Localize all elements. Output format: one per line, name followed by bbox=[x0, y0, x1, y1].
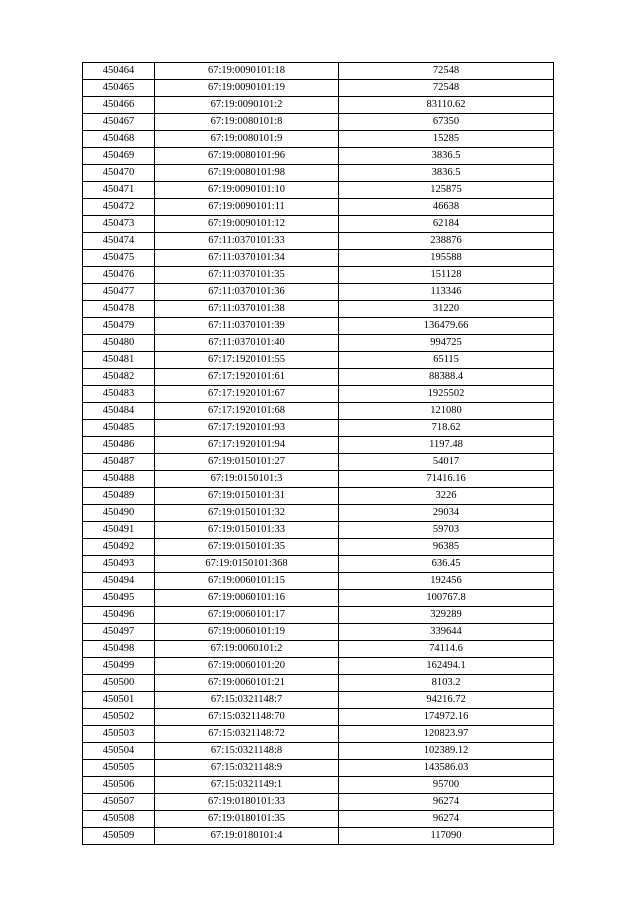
table-row bbox=[83, 522, 554, 539]
table-row bbox=[83, 114, 554, 131]
value-cell: 54017 bbox=[339, 454, 554, 471]
value-cell: 120823.97 bbox=[339, 726, 554, 743]
cadastral-number-cell: 67:15:0321148:9 bbox=[155, 760, 339, 777]
table-row bbox=[83, 63, 554, 80]
cadastral-number-cell: 67:17:1920101:94 bbox=[155, 437, 339, 454]
row-id-cell: 450484 bbox=[83, 403, 155, 420]
cadastral-number-cell: 67:19:0150101:31 bbox=[155, 488, 339, 505]
table-body bbox=[83, 63, 554, 845]
cadastral-number-cell: 67:19:0080101:96 bbox=[155, 148, 339, 165]
value-cell: 15285 bbox=[339, 131, 554, 148]
table-row bbox=[83, 284, 554, 301]
table-row bbox=[83, 233, 554, 250]
value-cell: 94216.72 bbox=[339, 692, 554, 709]
cadastral-number-cell: 67:19:0080101:8 bbox=[155, 114, 339, 131]
value-cell: 162494.1 bbox=[339, 658, 554, 675]
row-id-cell: 450504 bbox=[83, 743, 155, 760]
table-row bbox=[83, 777, 554, 794]
row-id-cell: 450469 bbox=[83, 148, 155, 165]
value-cell: 29034 bbox=[339, 505, 554, 522]
cadastral-number-cell: 67:19:0060101:20 bbox=[155, 658, 339, 675]
row-id-cell: 450478 bbox=[83, 301, 155, 318]
cadastral-number-cell: 67:19:0180101:4 bbox=[155, 828, 339, 845]
value-cell: 46638 bbox=[339, 199, 554, 216]
value-cell: 65115 bbox=[339, 352, 554, 369]
table-row bbox=[83, 811, 554, 828]
row-id-cell: 450508 bbox=[83, 811, 155, 828]
table-row bbox=[83, 369, 554, 386]
value-cell: 96274 bbox=[339, 811, 554, 828]
value-cell: 67350 bbox=[339, 114, 554, 131]
table-row bbox=[83, 573, 554, 590]
table-row bbox=[83, 250, 554, 267]
cadastral-number-cell: 67:19:0080101:98 bbox=[155, 165, 339, 182]
row-id-cell: 450482 bbox=[83, 369, 155, 386]
cadastral-number-cell: 67:19:0150101:368 bbox=[155, 556, 339, 573]
row-id-cell: 450475 bbox=[83, 250, 155, 267]
row-id-cell: 450487 bbox=[83, 454, 155, 471]
cadastral-number-cell: 67:19:0090101:10 bbox=[155, 182, 339, 199]
value-cell: 1925502 bbox=[339, 386, 554, 403]
cadastral-number-cell: 67:11:0370101:34 bbox=[155, 250, 339, 267]
value-cell: 72548 bbox=[339, 63, 554, 80]
row-id-cell: 450493 bbox=[83, 556, 155, 573]
cadastral-number-cell: 67:19:0090101:11 bbox=[155, 199, 339, 216]
table-row bbox=[83, 505, 554, 522]
table-row bbox=[83, 182, 554, 199]
value-cell: 1197.48 bbox=[339, 437, 554, 454]
value-cell: 96274 bbox=[339, 794, 554, 811]
cadastral-number-cell: 67:19:0060101:17 bbox=[155, 607, 339, 624]
cadastral-number-cell: 67:19:0060101:21 bbox=[155, 675, 339, 692]
table-row bbox=[83, 556, 554, 573]
cadastral-number-cell: 67:19:0150101:32 bbox=[155, 505, 339, 522]
cadastral-number-cell: 67:11:0370101:40 bbox=[155, 335, 339, 352]
value-cell: 71416.16 bbox=[339, 471, 554, 488]
value-cell: 113346 bbox=[339, 284, 554, 301]
cadastral-number-cell: 67:19:0090101:19 bbox=[155, 80, 339, 97]
table-row bbox=[83, 692, 554, 709]
row-id-cell: 450492 bbox=[83, 539, 155, 556]
value-cell: 31220 bbox=[339, 301, 554, 318]
value-cell: 96385 bbox=[339, 539, 554, 556]
row-id-cell: 450470 bbox=[83, 165, 155, 182]
cadastral-number-cell: 67:19:0060101:2 bbox=[155, 641, 339, 658]
table-row bbox=[83, 539, 554, 556]
table-row bbox=[83, 760, 554, 777]
value-cell: 151128 bbox=[339, 267, 554, 284]
cadastral-number-cell: 67:17:1920101:93 bbox=[155, 420, 339, 437]
value-cell: 994725 bbox=[339, 335, 554, 352]
cadastral-number-cell: 67:15:0321148:8 bbox=[155, 743, 339, 760]
table-row bbox=[83, 131, 554, 148]
value-cell: 136479.66 bbox=[339, 318, 554, 335]
table-row bbox=[83, 148, 554, 165]
value-cell: 88388.4 bbox=[339, 369, 554, 386]
cadastral-number-cell: 67:19:0090101:12 bbox=[155, 216, 339, 233]
cadastral-number-cell: 67:19:0180101:35 bbox=[155, 811, 339, 828]
table-row bbox=[83, 386, 554, 403]
row-id-cell: 450483 bbox=[83, 386, 155, 403]
row-id-cell: 450486 bbox=[83, 437, 155, 454]
value-cell: 329289 bbox=[339, 607, 554, 624]
row-id-cell: 450476 bbox=[83, 267, 155, 284]
row-id-cell: 450490 bbox=[83, 505, 155, 522]
value-cell: 95700 bbox=[339, 777, 554, 794]
value-cell: 83110.62 bbox=[339, 97, 554, 114]
value-cell: 100767.8 bbox=[339, 590, 554, 607]
row-id-cell: 450485 bbox=[83, 420, 155, 437]
table-row bbox=[83, 335, 554, 352]
value-cell: 72548 bbox=[339, 80, 554, 97]
table-row bbox=[83, 199, 554, 216]
table-row bbox=[83, 624, 554, 641]
row-id-cell: 450507 bbox=[83, 794, 155, 811]
table-row bbox=[83, 454, 554, 471]
table-row bbox=[83, 590, 554, 607]
row-id-cell: 450479 bbox=[83, 318, 155, 335]
table-row bbox=[83, 80, 554, 97]
value-cell: 143586.03 bbox=[339, 760, 554, 777]
cadastral-number-cell: 67:17:1920101:68 bbox=[155, 403, 339, 420]
table-row bbox=[83, 794, 554, 811]
row-id-cell: 450497 bbox=[83, 624, 155, 641]
cadastral-number-cell: 67:11:0370101:35 bbox=[155, 267, 339, 284]
cadastral-number-cell: 67:19:0060101:19 bbox=[155, 624, 339, 641]
cadastral-number-cell: 67:19:0150101:3 bbox=[155, 471, 339, 488]
table-row bbox=[83, 216, 554, 233]
cadastral-number-cell: 67:17:1920101:55 bbox=[155, 352, 339, 369]
row-id-cell: 450502 bbox=[83, 709, 155, 726]
row-id-cell: 450499 bbox=[83, 658, 155, 675]
row-id-cell: 450471 bbox=[83, 182, 155, 199]
value-cell: 192456 bbox=[339, 573, 554, 590]
data-table bbox=[82, 62, 554, 845]
row-id-cell: 450477 bbox=[83, 284, 155, 301]
value-cell: 3836.5 bbox=[339, 148, 554, 165]
table-row bbox=[83, 420, 554, 437]
row-id-cell: 450509 bbox=[83, 828, 155, 845]
value-cell: 59703 bbox=[339, 522, 554, 539]
row-id-cell: 450466 bbox=[83, 97, 155, 114]
table-row bbox=[83, 743, 554, 760]
table-row bbox=[83, 437, 554, 454]
cadastral-number-cell: 67:19:0150101:33 bbox=[155, 522, 339, 539]
table-row bbox=[83, 471, 554, 488]
row-id-cell: 450496 bbox=[83, 607, 155, 624]
row-id-cell: 450495 bbox=[83, 590, 155, 607]
table-row bbox=[83, 709, 554, 726]
table-row bbox=[83, 828, 554, 845]
row-id-cell: 450501 bbox=[83, 692, 155, 709]
cadastral-number-cell: 67:19:0150101:27 bbox=[155, 454, 339, 471]
row-id-cell: 450474 bbox=[83, 233, 155, 250]
cadastral-number-cell: 67:19:0090101:18 bbox=[155, 63, 339, 80]
value-cell: 636.45 bbox=[339, 556, 554, 573]
cadastral-number-cell: 67:19:0080101:9 bbox=[155, 131, 339, 148]
row-id-cell: 450500 bbox=[83, 675, 155, 692]
value-cell: 3836.5 bbox=[339, 165, 554, 182]
table-row bbox=[83, 352, 554, 369]
cadastral-number-cell: 67:19:0060101:16 bbox=[155, 590, 339, 607]
row-id-cell: 450488 bbox=[83, 471, 155, 488]
row-id-cell: 450505 bbox=[83, 760, 155, 777]
cadastral-number-cell: 67:19:0090101:2 bbox=[155, 97, 339, 114]
cadastral-number-cell: 67:15:0321148:70 bbox=[155, 709, 339, 726]
table-row bbox=[83, 726, 554, 743]
value-cell: 125875 bbox=[339, 182, 554, 199]
table-row bbox=[83, 318, 554, 335]
table-row bbox=[83, 607, 554, 624]
row-id-cell: 450467 bbox=[83, 114, 155, 131]
table-row bbox=[83, 301, 554, 318]
value-cell: 62184 bbox=[339, 216, 554, 233]
value-cell: 8103.2 bbox=[339, 675, 554, 692]
cadastral-number-cell: 67:11:0370101:36 bbox=[155, 284, 339, 301]
value-cell: 339644 bbox=[339, 624, 554, 641]
value-cell: 117090 bbox=[339, 828, 554, 845]
row-id-cell: 450464 bbox=[83, 63, 155, 80]
cadastral-number-cell: 67:15:0321148:7 bbox=[155, 692, 339, 709]
row-id-cell: 450494 bbox=[83, 573, 155, 590]
row-id-cell: 450472 bbox=[83, 199, 155, 216]
table-row bbox=[83, 488, 554, 505]
row-id-cell: 450468 bbox=[83, 131, 155, 148]
cadastral-number-cell: 67:11:0370101:38 bbox=[155, 301, 339, 318]
row-id-cell: 450489 bbox=[83, 488, 155, 505]
row-id-cell: 450473 bbox=[83, 216, 155, 233]
table-row bbox=[83, 641, 554, 658]
row-id-cell: 450498 bbox=[83, 641, 155, 658]
row-id-cell: 450503 bbox=[83, 726, 155, 743]
cadastral-number-cell: 67:15:0321148:72 bbox=[155, 726, 339, 743]
table-row bbox=[83, 658, 554, 675]
value-cell: 74114.6 bbox=[339, 641, 554, 658]
table-row bbox=[83, 675, 554, 692]
table-row bbox=[83, 267, 554, 284]
cadastral-number-cell: 67:11:0370101:33 bbox=[155, 233, 339, 250]
value-cell: 195588 bbox=[339, 250, 554, 267]
table-row bbox=[83, 97, 554, 114]
table-row bbox=[83, 403, 554, 420]
cadastral-number-cell: 67:19:0180101:33 bbox=[155, 794, 339, 811]
value-cell: 718.62 bbox=[339, 420, 554, 437]
row-id-cell: 450480 bbox=[83, 335, 155, 352]
table-row bbox=[83, 165, 554, 182]
value-cell: 238876 bbox=[339, 233, 554, 250]
cadastral-number-cell: 67:15:0321149:1 bbox=[155, 777, 339, 794]
cadastral-number-cell: 67:17:1920101:61 bbox=[155, 369, 339, 386]
value-cell: 3226 bbox=[339, 488, 554, 505]
value-cell: 121080 bbox=[339, 403, 554, 420]
value-cell: 174972.16 bbox=[339, 709, 554, 726]
row-id-cell: 450491 bbox=[83, 522, 155, 539]
cadastral-number-cell: 67:19:0150101:35 bbox=[155, 539, 339, 556]
value-cell: 102389.12 bbox=[339, 743, 554, 760]
cadastral-number-cell: 67:11:0370101:39 bbox=[155, 318, 339, 335]
row-id-cell: 450481 bbox=[83, 352, 155, 369]
row-id-cell: 450465 bbox=[83, 80, 155, 97]
cadastral-number-cell: 67:17:1920101:67 bbox=[155, 386, 339, 403]
row-id-cell: 450506 bbox=[83, 777, 155, 794]
cadastral-number-cell: 67:19:0060101:15 bbox=[155, 573, 339, 590]
